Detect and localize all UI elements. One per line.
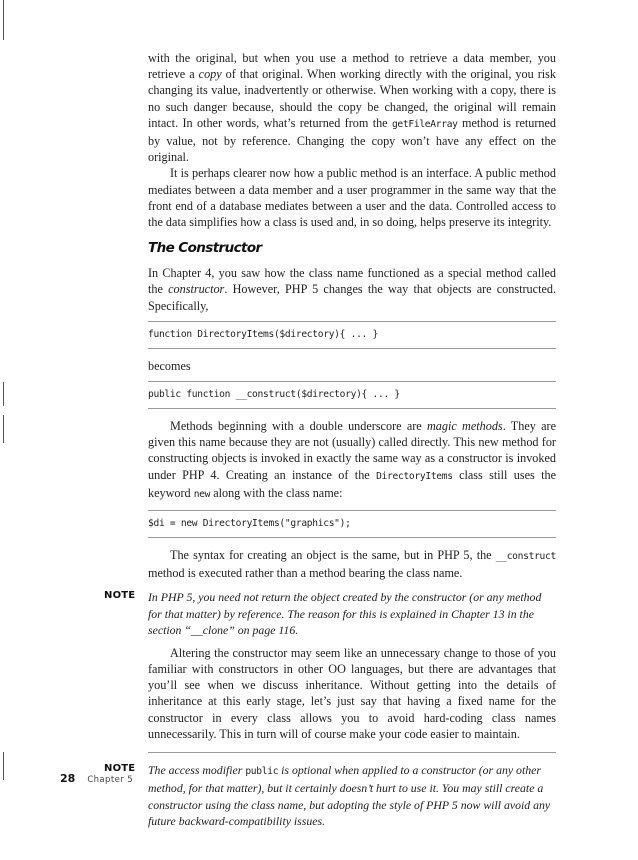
note-label: NOTE [104, 762, 136, 774]
code-block-instantiation: $di = new DirectoryItems("graphics"); [148, 510, 556, 538]
becomes-text: becomes [148, 358, 191, 373]
text-run: Altering the constructor may seem like an unnecessary change to those of you familiar with constructors in other OO languages, but there are advantages that you’ll see when we discuss inheritance. Without getting into the details of inheritance at this early stage, let’s just say that having a fixed name for the constructor in every class allows you to avoid hard-coding class names unnecessarily. This in turn will of course make your code easier to maintain. [148, 645, 556, 741]
text-run: Methods beginning with a double underscore are [170, 419, 427, 434]
paragraph [148, 265, 556, 314]
text-run: . They are given this name because they are not (usually) called directly. This new method for constructing objects is invoked in exactly the same way as a constructor is invoked under PHP 4. Creating an instance of the [148, 419, 557, 482]
paragraph [148, 165, 556, 230]
inline-code: __construct [495, 551, 556, 563]
emphasis: magic methods [426, 419, 503, 434]
inline-code: getFileArray [391, 118, 458, 130]
emphasis: constructor [168, 282, 225, 297]
paragraph [148, 645, 556, 742]
text-run: In PHP 5, you need not return the object created by the constructor (or any method for that matter) by reference. The reason for this is explained in Chapter 13 in the section “__clone” on page 116. [148, 590, 542, 638]
note-text [148, 762, 556, 830]
chapter-label: Chapter 5 [87, 775, 134, 785]
paragraph [148, 50, 556, 165]
inline-code: public [245, 765, 279, 777]
inline-code: DirectoryItems [376, 470, 453, 482]
left-edge-mark [3, 0, 4, 40]
left-edge-mark [3, 752, 4, 780]
text-run: method is returned by value, not by reference. Changing the copy won’t have any effect on the original. [148, 115, 556, 165]
note-text [148, 589, 556, 638]
text-run: It is perhaps clearer now how a public method is an interface. A public method mediates between a data member and a user programmer in the same way that the front end of a database mediates between a user and the data. Controlled access to the data simplifies how a class is used and, in so doing, helps preserve its integrity. [148, 166, 556, 230]
text-run: class still uses the keyword [148, 467, 556, 500]
text-run: The syntax for creating an object is the same, but in PHP 5, the [170, 548, 496, 563]
page-number: 28 [60, 772, 76, 785]
text-run: with the original, but when you use a method to retrieve a data member, you retrieve a [148, 51, 556, 82]
left-edge-mark [3, 415, 4, 443]
note-callout [104, 589, 556, 638]
paragraph [148, 418, 556, 503]
left-edge-mark [3, 382, 4, 406]
emphasis: copy [198, 67, 222, 82]
note-label: NOTE [104, 590, 136, 602]
code-block-new-constructor: public function __construct($directory){ ... } [148, 381, 556, 409]
text-run: along with the class name: [210, 485, 343, 500]
section-heading: The Constructor [148, 240, 262, 257]
text-run: . However, PHP 5 changes the way that objects are constructed. Specifically, [148, 282, 557, 313]
paragraph [148, 547, 556, 581]
text-run: The access modifier [148, 762, 246, 777]
text-run: of that original. When working directly with the original, you risk changing its value, inadvertently or otherwise. When working with a copy, there is no such danger because, should the copy be changed, the original will remain intact. In other words, what’s returned from the [148, 67, 556, 130]
text-run: method is executed rather than a method bearing the class name. [148, 566, 463, 581]
page-footer [60, 772, 133, 785]
text-run: is optional when applied to a constructor (or any other method, for that matter), but it certainly doesn’t hurt to use it. You may still create a constructor using the class name, but adopting the style of PHP 5 now will avoid any future backward-compatibility issues. [148, 762, 551, 829]
inline-code: new [193, 488, 211, 500]
text-run: In Chapter 4, you saw how the class name functioned as a special method called the [148, 266, 556, 297]
code-block-old-constructor: function DirectoryItems($directory){ ... } [148, 321, 556, 349]
